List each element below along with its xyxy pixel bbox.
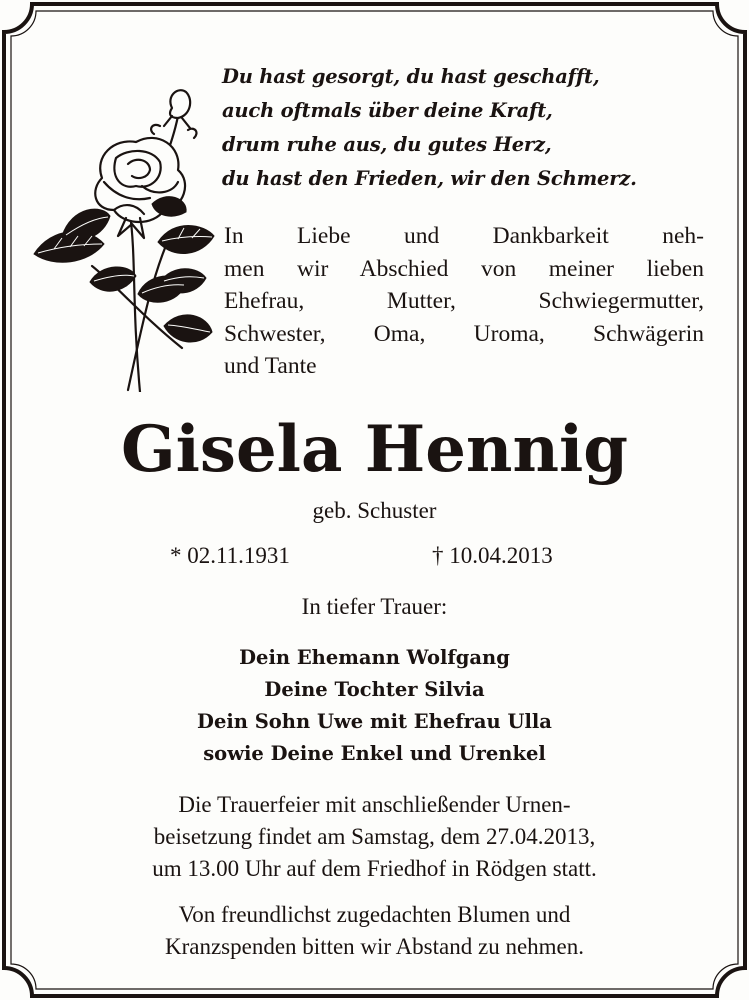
intro-line: und Tante (224, 353, 317, 379)
poem-line: drum ruhe aus, du gutes Herz, (222, 133, 552, 156)
funeral-service-info (0, 789, 749, 885)
deceased-name: Gisela Hennig (120, 412, 629, 487)
poem-line: Du hast gesorgt, du hast geschafft, (222, 65, 600, 88)
intro-line: men wir Abschied von meiner lieben (224, 255, 704, 282)
intro-line: Ehefrau, Mutter, Schwiegermutter, (224, 288, 704, 314)
intro-line: Schwester, Oma, Uroma, Schwägerin (224, 320, 704, 347)
birth-date: * 02.11.1931 (170, 543, 290, 568)
poem-line: auch oftmals über deine Kraft, (222, 99, 553, 122)
family-member: Dein Ehemann Wolfgang (239, 646, 510, 669)
rose-illustration (32, 86, 218, 392)
mourning-heading: In tiefer Trauer: (301, 594, 448, 619)
flowers-line: Kranzspenden bitten wir Abstand zu nehmen. (165, 934, 584, 959)
family-member: Dein Sohn Uwe mit Ehefrau Ulla (197, 710, 552, 733)
maiden-name: geb. Schuster (312, 498, 437, 523)
death-date: † 10.04.2013 (432, 543, 553, 568)
flowers-note (0, 899, 749, 963)
service-line: Die Trauerfeier mit anschließender Urnen- (178, 792, 571, 817)
family-list (0, 642, 749, 770)
family-member: sowie Deine Enkel und Urenkel (203, 742, 546, 765)
service-line: um 13.00 Uhr auf dem Friedhof in Rödgen statt. (152, 856, 597, 881)
poem-line: du hast den Frieden, wir den Schmerz. (222, 167, 637, 190)
poem (222, 60, 712, 196)
intro-text (224, 220, 704, 383)
intro-line: In Liebe und Dankbarkeit neh- (224, 223, 704, 249)
flowers-line: Von freundlichst zugedachten Blumen und (178, 902, 571, 927)
family-member: Deine Tochter Silvia (264, 678, 485, 701)
service-line: beisetzung findet am Samstag, dem 27.04.2013, (153, 824, 596, 849)
